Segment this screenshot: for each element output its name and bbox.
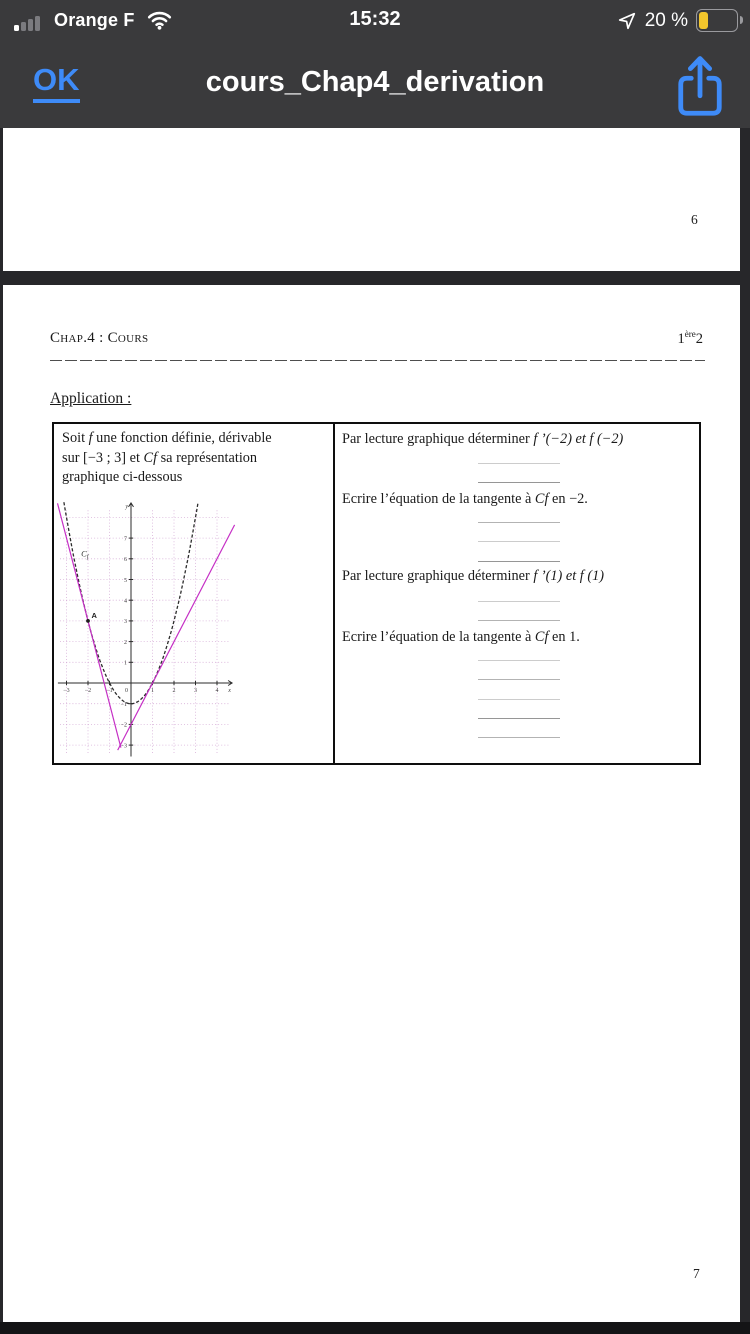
- svg-text:5: 5: [124, 577, 127, 584]
- battery-icon: [696, 9, 738, 32]
- svg-text:−1: −1: [120, 702, 127, 708]
- function-graph: [56, 498, 236, 760]
- svg-text:y: y: [125, 504, 128, 511]
- answer-line: [478, 463, 560, 464]
- svg-text:7: 7: [124, 536, 127, 543]
- exercise-statement: Soit f une fonction définie, dérivable sur [−3 ; 3] et Cf sa représentation graphique ci-dessous: [62, 430, 272, 485]
- svg-text:−2: −2: [120, 722, 127, 729]
- svg-text:−3: −3: [120, 743, 127, 750]
- question-1: Par lecture graphique déterminer f ’(−2) et f (−2): [342, 431, 624, 447]
- page-number: 7: [693, 1266, 700, 1281]
- chapter-header: Chap.4 : Cours: [50, 330, 149, 346]
- svg-text:−3: −3: [63, 688, 70, 694]
- exercise-table: [52, 422, 701, 765]
- answer-line: [478, 482, 560, 483]
- location-arrow-icon: [617, 11, 637, 31]
- section-heading: Application :: [50, 390, 132, 407]
- battery-fill: [699, 12, 708, 29]
- question-3: Par lecture graphique déterminer f ’(1) et f (1): [342, 568, 605, 584]
- battery-percent-label: 20 %: [644, 9, 688, 31]
- svg-text:2: 2: [172, 688, 176, 694]
- svg-text:4: 4: [124, 598, 127, 605]
- clock-label: 15:32: [349, 8, 401, 30]
- share-button[interactable]: [672, 52, 728, 122]
- answer-line: [478, 699, 560, 700]
- svg-text:2: 2: [124, 639, 127, 646]
- questions-cell: [335, 424, 699, 763]
- answer-line: [478, 541, 560, 542]
- pdf-page-7: [3, 285, 740, 1322]
- answer-line: [478, 561, 560, 562]
- share-icon: [672, 52, 728, 122]
- document-title: cours_Chap4_derivation: [205, 66, 545, 98]
- header-bar: [0, 0, 750, 128]
- svg-text:3: 3: [124, 619, 127, 626]
- svg-text:6: 6: [124, 557, 127, 564]
- carrier-label: Orange F: [54, 10, 135, 30]
- svg-text:4: 4: [215, 688, 219, 694]
- svg-text:1: 1: [151, 688, 154, 694]
- svg-text:−1: −1: [106, 688, 113, 694]
- status-right-cluster: [617, 9, 738, 32]
- svg-text:A: A: [91, 610, 97, 620]
- answer-line: [478, 522, 560, 523]
- ok-button[interactable]: OK: [33, 62, 80, 103]
- class-label: 1ère2: [677, 329, 703, 347]
- answer-line: [478, 679, 560, 680]
- svg-text:Cf: $C_f$: [81, 548, 89, 561]
- svg-text:0: 0: [125, 688, 128, 694]
- header-rule: [50, 360, 705, 361]
- answer-line: [478, 718, 560, 719]
- svg-text:1: 1: [124, 660, 127, 667]
- svg-text:3: 3: [194, 688, 197, 694]
- answer-line: [478, 601, 560, 602]
- svg-text:x: x: [228, 688, 231, 694]
- page-number: 6: [691, 212, 698, 227]
- answer-line: [478, 660, 560, 661]
- question-2: Ecrire l’équation de la tangente à Cf en −2.: [342, 491, 588, 507]
- bottom-letterbox: [0, 1322, 750, 1334]
- question-4: Ecrire l’équation de la tangente à Cf en 1.: [342, 629, 580, 645]
- svg-text:−2: −2: [84, 688, 92, 694]
- answer-line: [478, 620, 560, 621]
- answer-line: [478, 737, 560, 738]
- pdf-page-6: [3, 128, 740, 271]
